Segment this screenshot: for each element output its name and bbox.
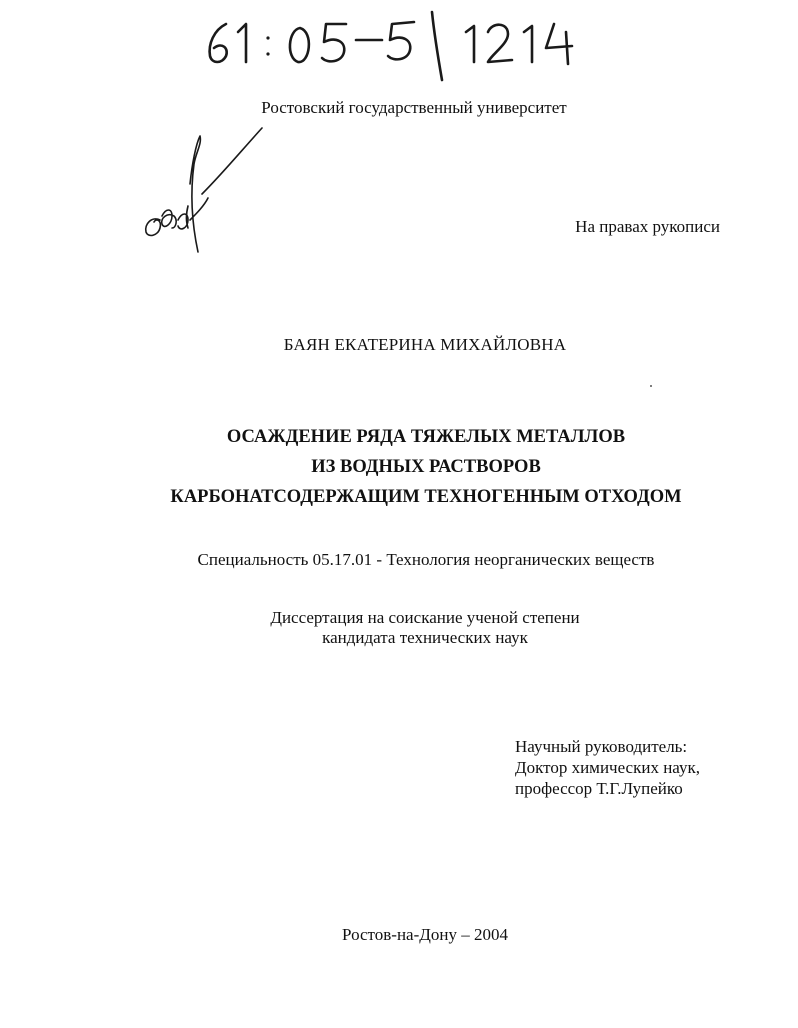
degree-line-1: Диссертация на соискание ученой степени (270, 608, 580, 627)
place-and-year: Ростов-на-Дону – 2004 (342, 925, 508, 944)
degree-statement (0, 608, 798, 648)
degree-line-2: кандидата технических наук (322, 628, 528, 647)
supervisor-line-1: Научный руководитель: (515, 737, 688, 756)
handwritten-archive-code (196, 2, 596, 82)
university-name: Ростовский государственный университет (261, 98, 567, 117)
manuscript-note: На правах рукописи (575, 217, 720, 236)
dissertation-title (0, 422, 798, 512)
title-line-1: ОСАЖДЕНИЕ РЯДА ТЯЖЕЛЫХ МЕТАЛЛОВ (226, 427, 626, 447)
specialty: Специальность 05.17.01 - Технология неорганических веществ (197, 550, 655, 569)
title-line-2: ИЗ ВОДНЫХ РАСТВОРОВ (311, 457, 541, 477)
scan-speck (650, 385, 652, 387)
author-name: БАЯН ЕКАТЕРИНА МИХАЙЛОВНА (283, 335, 567, 354)
supervisor-line-3: профессор Т.Г.Лупейко (515, 779, 683, 798)
supervisor-line-2: Доктор химических наук, (515, 758, 700, 777)
supervisor-info (515, 736, 700, 799)
title-line-3: КАРБОНАТСОДЕРЖАЩИМ ТЕХНОГЕННЫМ ОТХОДОМ (170, 487, 682, 507)
signature (132, 124, 272, 254)
